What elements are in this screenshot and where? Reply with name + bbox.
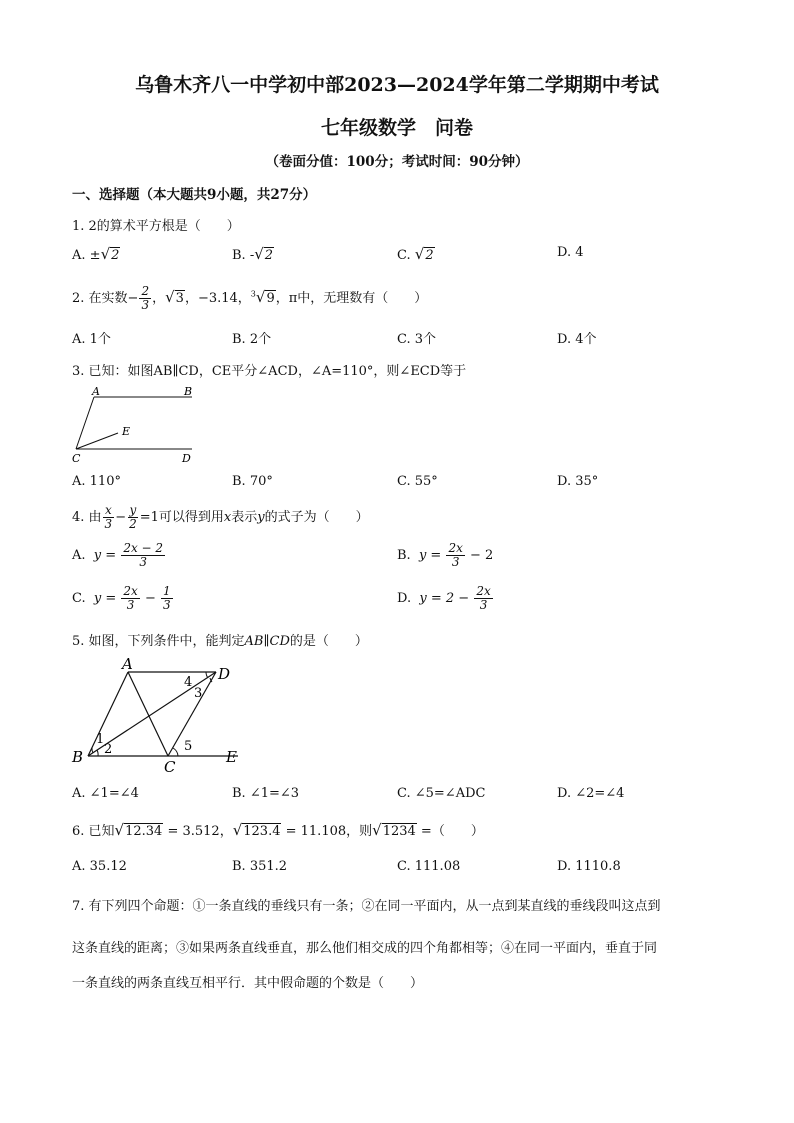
q6-option-c: C. 111.08 (397, 859, 461, 874)
q6-option-a: A. 35.12 (72, 859, 127, 874)
q2-option-b: B. 2个 (232, 332, 272, 347)
exam-subtitle: 七年级数学 问卷 (320, 117, 473, 139)
q1-option-d: D. 4 (557, 245, 584, 260)
q3-option-b: B. 70° (232, 474, 273, 489)
question-4-stem: 4. 由 $\frac{x}{3}$ − $\frac{y}{2}$ =1可以得到用x表示y的式子为（ ） (72, 503, 369, 531)
section-heading: 一、选择题（本大题共9小题，共27分） (72, 187, 317, 203)
q3-option-c: C. 55° (397, 474, 438, 489)
q5-label-e: E (226, 748, 237, 766)
q3-label-d: D (182, 452, 191, 465)
q5-angle-1: 1 (96, 732, 105, 747)
q5-angle-2: 2 (104, 742, 113, 757)
q4-option-a: A. y = $\frac{2x - 2}{3}$ (72, 541, 164, 569)
q5-option-c: C. ∠5=∠ADC (397, 786, 486, 801)
q3-option-a: A. 110° (72, 474, 121, 489)
q5-label-d: D (218, 665, 231, 683)
question-6-stem: 6. 已知√12.34 = 3.512，√123.4 = 11.108，则√1234 =（ ） (72, 821, 484, 839)
q1-option-c: C. √2 (397, 245, 434, 263)
q5-option-b: B. ∠1=∠3 (232, 786, 300, 801)
question-7-line-2: 这条直线的距离；③如果两条直线垂直，那么他们相交成的四个角都相等；④在同一平面内，垂直于同 (72, 941, 658, 956)
q6-option-d: D. 1110.8 (557, 859, 621, 874)
question-2-stem: 2. 在实数− $\frac{2}{3}$ ，√3，−3.14，$^3$√9，π中，无理数有（ ） (72, 284, 428, 312)
question-1-stem: 1. 2的算术平方根是（ ） (72, 219, 240, 234)
q3-label-b: B (184, 385, 193, 398)
q4-option-c: C. y = $\frac{2x}{3}$ − $\frac{1}{3}$ (72, 584, 171, 612)
q5-label-a: A (122, 655, 133, 673)
fraction: $\frac{2}{3}$ (141, 284, 150, 312)
q5-option-a: A. ∠1=∠4 (72, 786, 139, 801)
q3-figure (70, 385, 200, 465)
q5-figure (66, 652, 256, 774)
q5-angle-3: 3 (194, 686, 203, 701)
q3-label-a: A (92, 385, 100, 398)
q3-option-d: D. 35° (557, 474, 599, 489)
q1-option-b: B. -√2 (232, 245, 274, 263)
exam-title: 乌鲁木齐八一中学初中部2023—2024学年第二学期期中考试 (135, 74, 659, 96)
question-5-stem: 5. 如图，下列条件中，能判定AB∥CD的是（ ） (72, 634, 368, 649)
q5-angle-4: 4 (184, 675, 193, 690)
q2-option-c: C. 3个 (397, 332, 437, 347)
q2-option-d: D. 4个 (557, 332, 597, 347)
question-7-line-1: 7. 有下列四个命题：①一条直线的垂线只有一条；②在同一平面内，从一点到某直线的垂线段叫这点到 (72, 899, 661, 914)
q5-angle-5: 5 (184, 739, 193, 754)
q5-option-d: D. ∠2=∠4 (557, 786, 625, 801)
q3-label-c: C (72, 452, 81, 465)
q3-label-e: E (122, 425, 131, 438)
q5-label-c: C (164, 758, 176, 774)
exam-info: （卷面分值：100分；考试时间：90分钟） (265, 154, 529, 170)
q1-option-a: A. ±√2 (72, 245, 120, 263)
question-7-line-3: 一条直线的两条直线互相平行．其中假命题的个数是（ ） (72, 976, 424, 991)
question-3-stem: 3. 已知：如图AB∥CD，CE平分∠ACD，∠A=110°，则∠ECD等于 (72, 364, 467, 379)
q6-option-b: B. 351.2 (232, 859, 288, 874)
q5-label-b: B (72, 748, 84, 766)
q4-option-d: D. y = 2 − $\frac{2x}{3}$ (397, 584, 491, 612)
q4-option-b: B. y = $\frac{2x}{3}$ − 2 (397, 541, 494, 569)
q2-option-a: A. 1个 (72, 332, 111, 347)
